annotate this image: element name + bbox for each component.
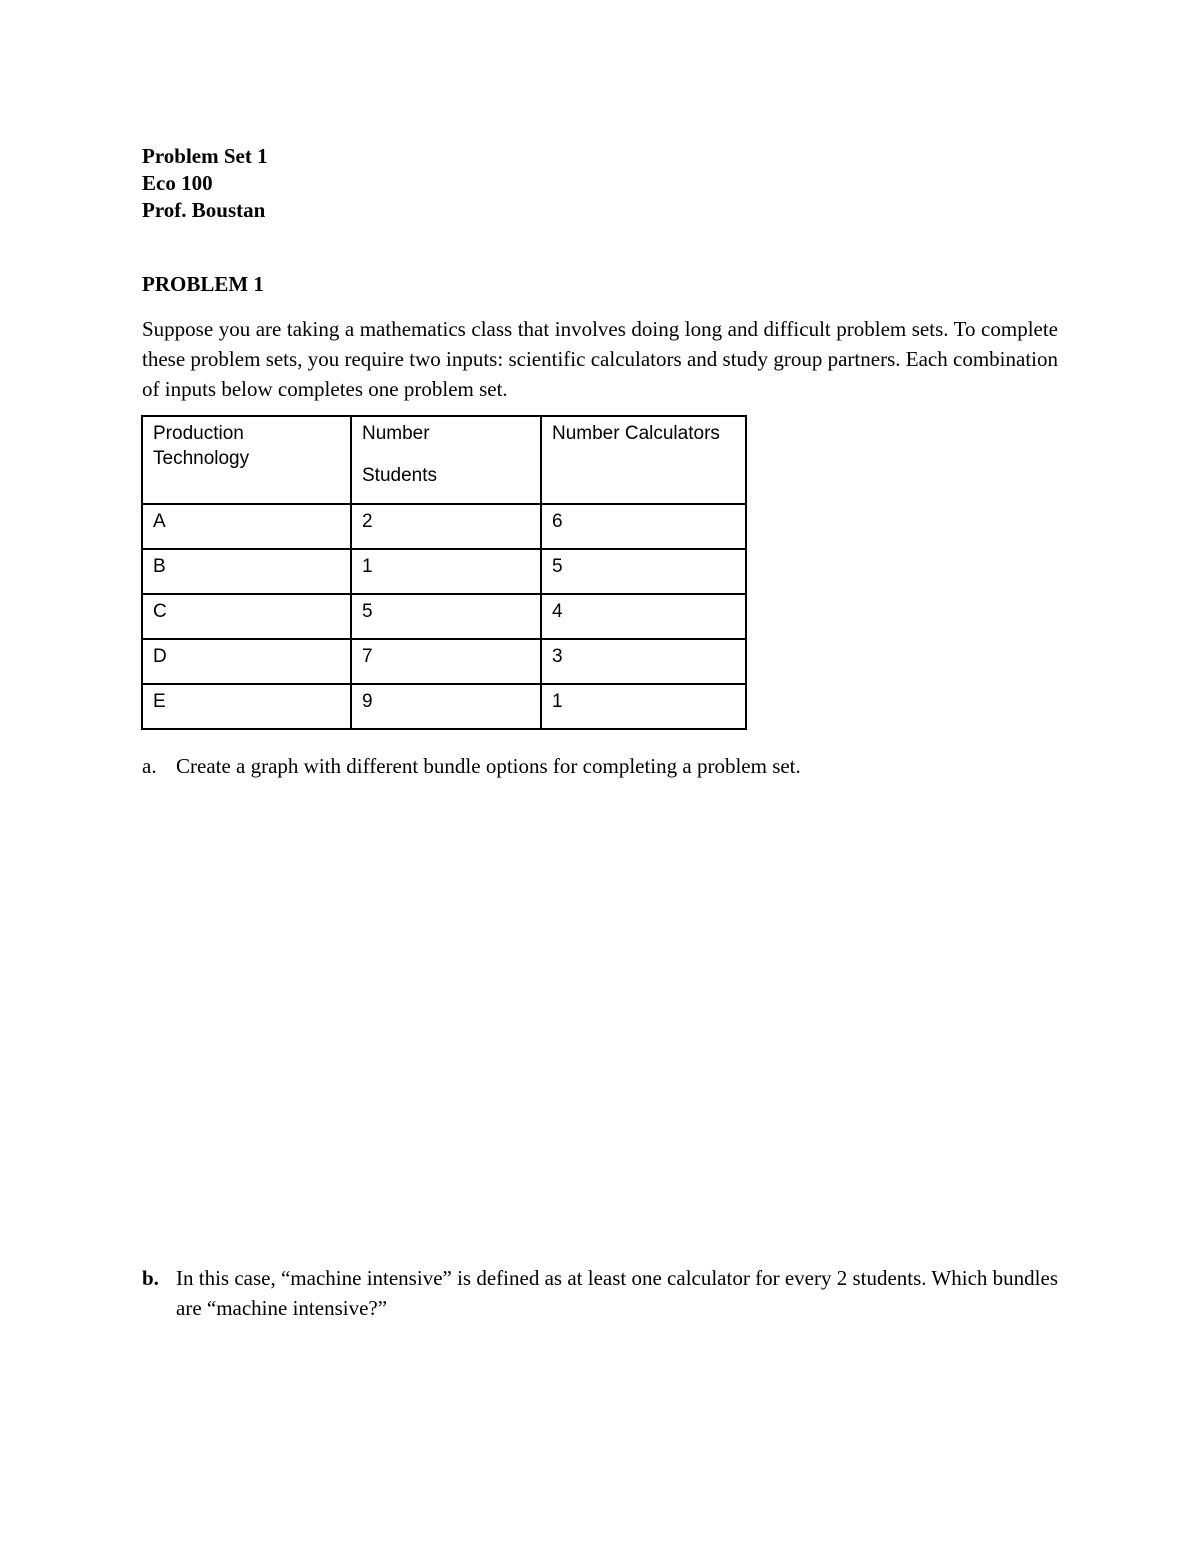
header-students-label-line1: Number bbox=[362, 423, 430, 444]
header-students-label-line2: Students bbox=[362, 465, 437, 486]
table-row bbox=[142, 504, 746, 549]
question-a-text: Create a graph with different bundle options for completing a problem set. bbox=[176, 754, 801, 778]
cell-calculators: 3 bbox=[541, 639, 746, 684]
cell-tech: A bbox=[142, 504, 351, 549]
intro-paragraph: Suppose you are taking a mathematics class that involves doing long and difficult problem sets. To complete these problem sets, you require two inputs: scientific calculators and study group partners. Each combination of inputs below completes one problem set. bbox=[142, 317, 1058, 401]
header-cell-calculators bbox=[541, 416, 746, 504]
cell-students: 2 bbox=[351, 504, 541, 549]
cell-students: 9 bbox=[351, 684, 541, 729]
problem-heading: PROBLEM 1 bbox=[142, 272, 264, 296]
document-header bbox=[142, 143, 268, 224]
question-b bbox=[142, 1263, 1062, 1325]
header-cell-students bbox=[351, 416, 541, 504]
question-a bbox=[142, 751, 1062, 781]
cell-tech: E bbox=[142, 684, 351, 729]
header-cell-technology bbox=[142, 416, 351, 504]
cell-students: 5 bbox=[351, 594, 541, 639]
cell-calculators: 5 bbox=[541, 549, 746, 594]
cell-calculators: 1 bbox=[541, 684, 746, 729]
production-table bbox=[141, 415, 747, 730]
header-course: Eco 100 bbox=[142, 171, 213, 195]
table-row bbox=[142, 684, 746, 729]
cell-tech: C bbox=[142, 594, 351, 639]
cell-calculators: 4 bbox=[541, 594, 746, 639]
table-row bbox=[142, 549, 746, 594]
header-calculators-label: Number Calculators bbox=[552, 423, 720, 444]
table-row bbox=[142, 639, 746, 684]
header-professor: Prof. Boustan bbox=[142, 198, 266, 222]
question-b-marker: b. bbox=[142, 1266, 159, 1290]
table-row bbox=[142, 594, 746, 639]
cell-calculators: 6 bbox=[541, 504, 746, 549]
header-technology-label: Production Technology bbox=[153, 423, 250, 469]
header-title: Problem Set 1 bbox=[142, 144, 268, 168]
question-a-marker: a. bbox=[142, 754, 157, 778]
cell-tech: D bbox=[142, 639, 351, 684]
question-b-text: In this case, “machine intensive” is defined as at least one calculator for every 2 students. Which bundles are “machine intensive?” bbox=[176, 1266, 1058, 1320]
cell-students: 7 bbox=[351, 639, 541, 684]
cell-students: 1 bbox=[351, 549, 541, 594]
cell-tech: B bbox=[142, 549, 351, 594]
table-header-row bbox=[142, 416, 746, 504]
